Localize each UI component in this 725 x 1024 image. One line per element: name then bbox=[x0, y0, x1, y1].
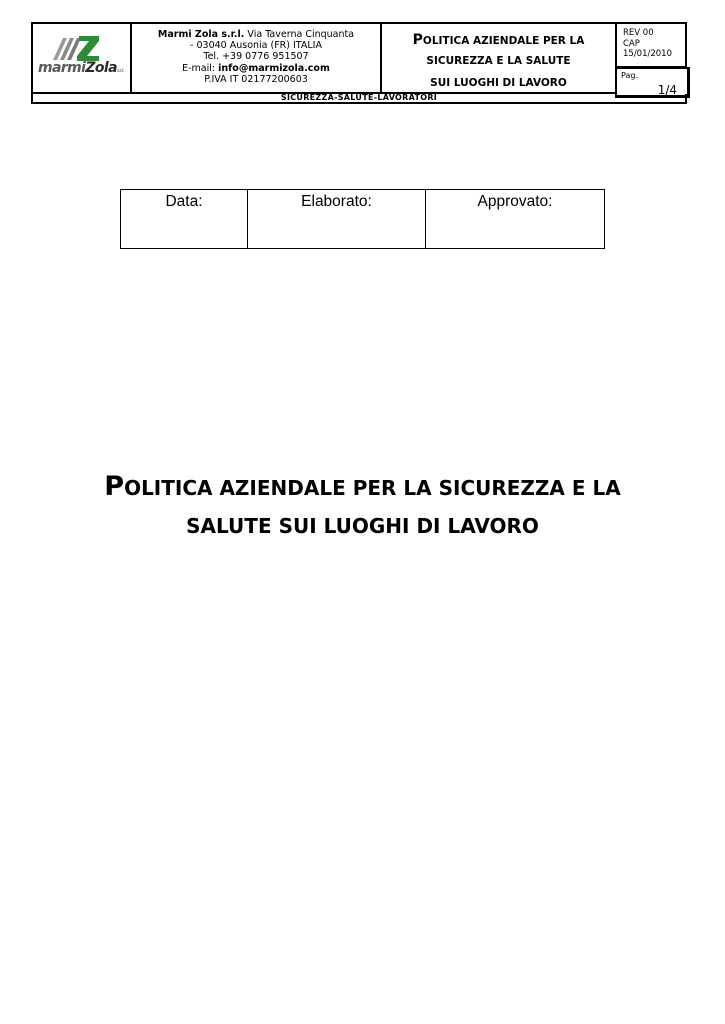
company-email-line: E-mail: info@marmizola.com bbox=[182, 62, 330, 74]
company-email[interactable]: info@marmizola.com bbox=[218, 62, 330, 74]
revision-number: REV 00 bbox=[623, 28, 654, 38]
page-number: 1/4 bbox=[657, 83, 677, 97]
page-label: Pag. bbox=[621, 71, 638, 80]
document-title-line-2: SALUTE SUI LUOGHI DI LAVORO bbox=[186, 514, 539, 538]
document-title bbox=[60, 469, 665, 544]
revision-info bbox=[617, 22, 687, 68]
header-title-line-2: SICUREZZA E LA SALUTE bbox=[426, 55, 571, 67]
revision-cap: CAP bbox=[623, 38, 640, 49]
header-subtitle: SICUREZZA-SALUTE-LAVORATORI bbox=[31, 94, 687, 104]
company-vat: P.IVA IT 02177200603 bbox=[204, 73, 308, 85]
logo-cell bbox=[31, 22, 132, 94]
approval-table bbox=[120, 189, 605, 249]
header-title-line-1: POLITICA AZIENDALE PER LA bbox=[412, 32, 585, 48]
header-title bbox=[382, 22, 617, 94]
header-title-line-3: SUI LUOGHI DI LAVORO bbox=[430, 77, 567, 89]
document-title-line-1: POLITICA AZIENDALE PER LA SICUREZZA E LA bbox=[104, 471, 621, 502]
company-info bbox=[132, 22, 382, 94]
company-name: Marmi Zola s.r.l. bbox=[157, 29, 245, 40]
table-row bbox=[121, 190, 605, 249]
company-name-line bbox=[132, 29, 380, 40]
revision-date: 15/01/2010 bbox=[623, 49, 672, 59]
logo-text: marmiZolas.r.l. bbox=[38, 60, 124, 76]
company-address-line: - 03040 Ausonia (FR) ITALIA bbox=[190, 40, 322, 52]
company-phone: Tel. +39 0776 951507 bbox=[203, 51, 309, 63]
company-address: Via Taverna Cinquanta bbox=[244, 29, 355, 40]
approval-date-cell[interactable]: Data: bbox=[121, 190, 248, 249]
approval-approved-cell[interactable]: Approvato: bbox=[426, 190, 605, 249]
page-header bbox=[31, 22, 687, 104]
approval-elaborated-cell[interactable]: Elaborato: bbox=[248, 190, 426, 249]
